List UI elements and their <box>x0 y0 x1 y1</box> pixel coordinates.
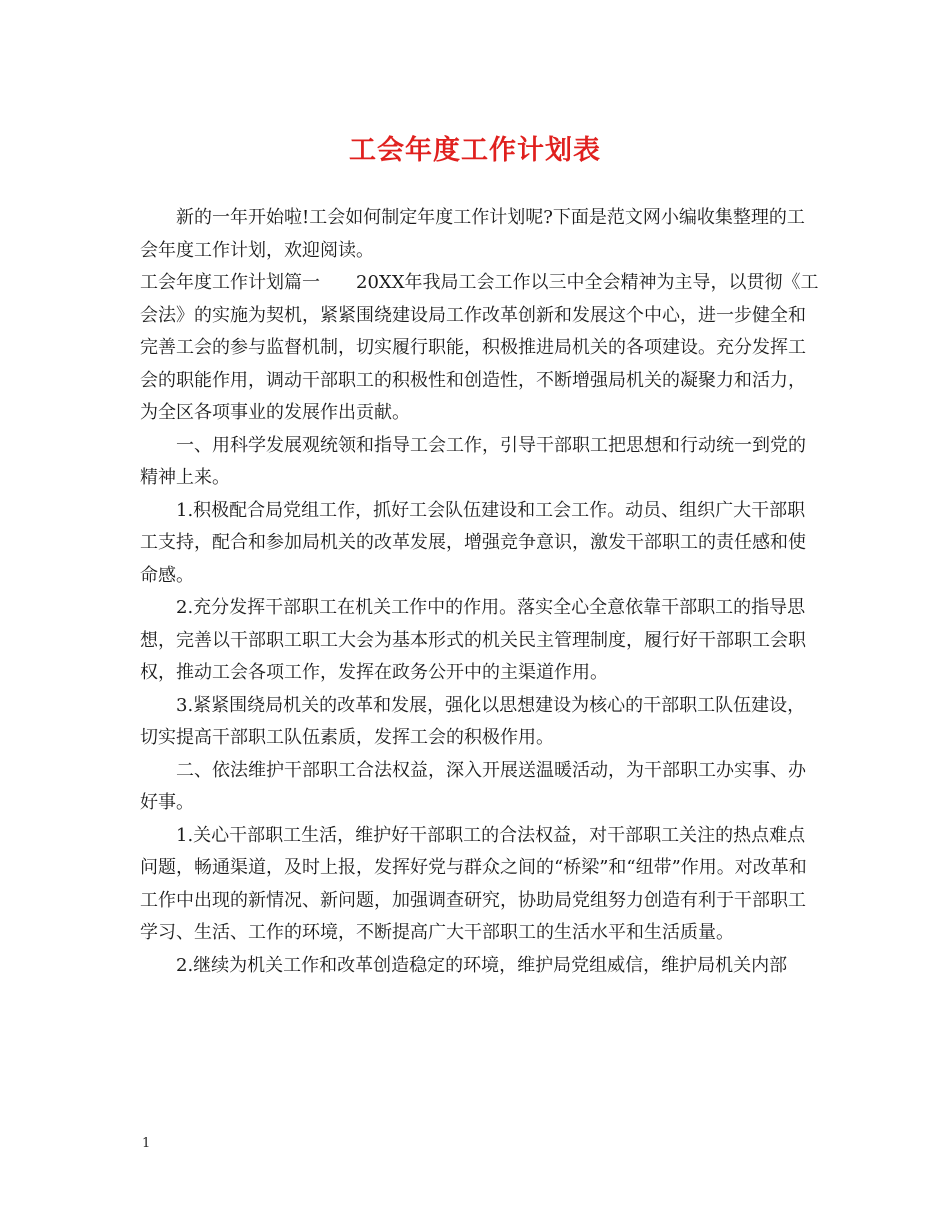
paragraph: 1.关心干部职工生活，维护好干部职工的合法权益，对干部职工关注的热点难点问题，畅通渠道，及时上报，发挥好党与群众之间的“桥梁”和“纽带”作用。对改革和工作中出现的新情况、新问题，加强调查研究，协助局党组努力创造有利于干部职工学习、生活、工作的环境，不断提高广大干部职工的生活水平和生活质量。 <box>140 824 807 943</box>
document-body <box>140 202 822 982</box>
paragraph: 3.紧紧围绕局机关的改革和发展，强化以思想建设为核心的干部职工队伍建设，切实提高干部职工队伍素质，发挥工会的积极作用。 <box>140 694 806 748</box>
paragraph: 新的一年开始啦!工会如何制定年度工作计划呢?下面是范文网小编收集整理的工会年度工作计划，欢迎阅读。 <box>140 207 805 261</box>
paragraph: 1.积极配合局党组工作，抓好工会队伍建设和工会工作。动员、组织广大干部职工支持，配合和参加局机关的改革发展，增强竞争意识，激发干部职工的责任感和使命感。 <box>140 499 806 586</box>
paragraph: 工会年度工作计划篇一 20XX年我局工会工作以三中全会精神为主导，以贯彻《工会法》的实施为契机，紧紧围绕建设局工作改革创新和发展这个中心，进一步健全和完善工会的参与监督机制，切实履行职能，积极推进局机关的各项建设。充分发挥工会的职能作用，调动干部职工的积极性和创造性，不断增强局机关的凝聚力和活力，为全区各项事业的发展作出贡献。 <box>140 272 819 423</box>
paragraph: 2.继续为机关工作和改革创造稳定的环境，维护局党组威信，维护局机关内部 <box>176 954 788 976</box>
document-title: 工会年度工作计划表 <box>349 135 601 166</box>
paragraph: 二、依法维护干部职工合法权益，深入开展送温暖活动，为干部职工办实事、办好事。 <box>140 759 806 813</box>
paragraph: 一、用科学发展观统领和指导工会工作，引导干部职工把思想和行动统一到党的精神上来。 <box>140 434 806 488</box>
page-number: 1 <box>142 1136 151 1151</box>
paragraph: 2.充分发挥干部职工在机关工作中的作用。落实全心全意依靠干部职工的指导思想，完善以干部职工职工大会为基本形式的机关民主管理制度，履行好干部职工会职权，推动工会各项工作，发挥在政务公开中的主渠道作用。 <box>140 597 806 683</box>
